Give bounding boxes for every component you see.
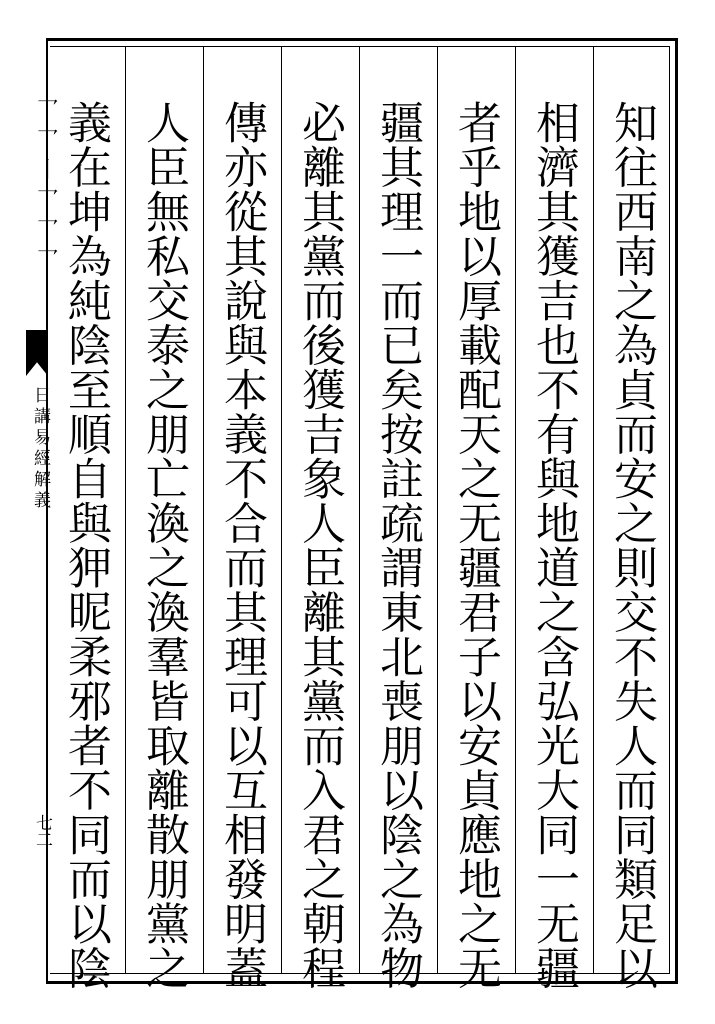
fish-tail-mark xyxy=(26,330,48,376)
text-column-6: 傳亦從其說與本義不合而其理可以互相發明蓋 xyxy=(216,100,267,990)
text-column-5: 必離其黨而後獲吉象人臣離其黨而入君之朝程 xyxy=(294,100,345,990)
book-title: 日講易經解義 xyxy=(30,386,50,512)
text-column-4: 疆其理一而已矣按註疏謂東北喪朋以陰之為物 xyxy=(372,100,423,990)
text-column-1: 知往西南之為貞而安之則交不失人而同類足以 xyxy=(606,100,657,990)
column-rule xyxy=(281,46,282,974)
column-rule xyxy=(437,46,438,974)
column-rule xyxy=(203,46,204,974)
text-column-8: 義在坤為純陰至順自與狎昵柔邪者不同而以陰 xyxy=(60,100,111,990)
page-number: 七二 xyxy=(32,814,52,848)
text-column-3: 者乎地以厚載配天之无疆君子以安貞應地之无 xyxy=(450,100,501,990)
column-rule xyxy=(593,46,594,974)
text-column-2: 相濟其獲吉也不有與地道之含弘光大同一无疆 xyxy=(528,100,579,990)
column-rule xyxy=(125,46,126,974)
text-column-7: 人臣無私交泰之朋亡渙之渙羣皆取離散朋黨之 xyxy=(138,100,189,990)
column-rule xyxy=(359,46,360,974)
margin-header-text: 乛乛丨乛乛乛 xyxy=(33,98,58,278)
column-rule xyxy=(515,46,516,974)
page-margin xyxy=(0,38,58,984)
